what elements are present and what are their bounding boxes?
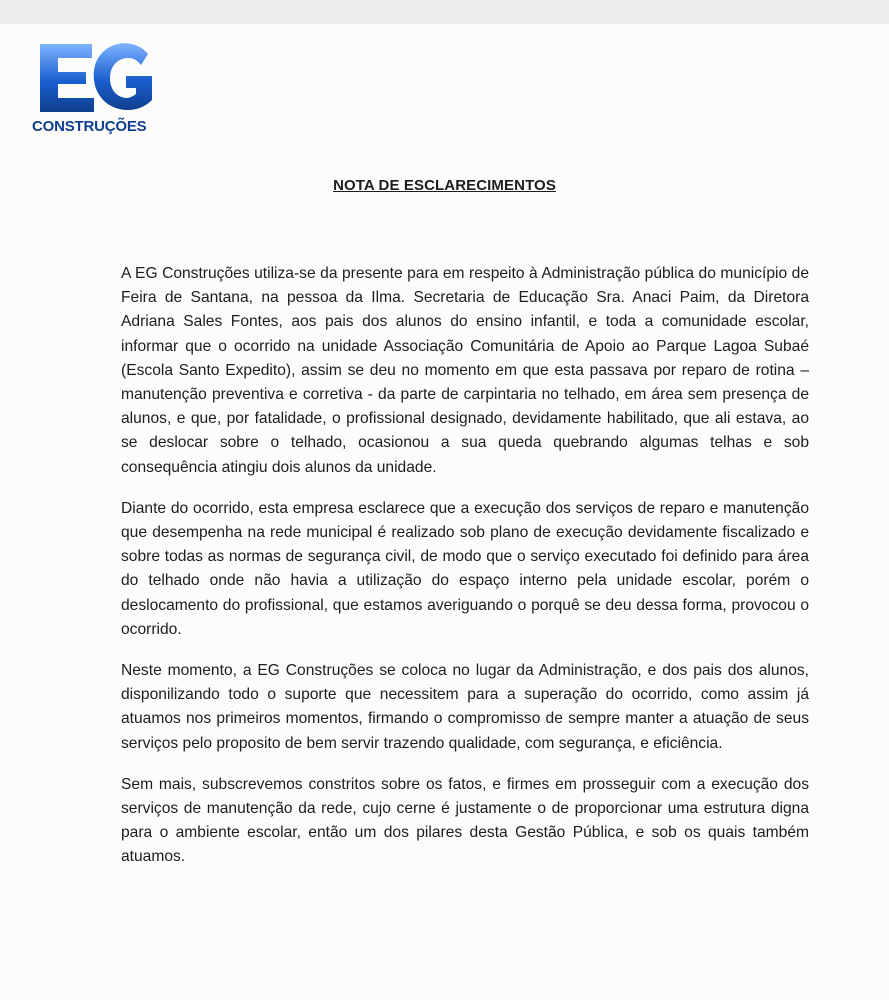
logo-company-name: CONSTRUÇÕES <box>32 118 147 135</box>
company-logo <box>30 36 160 144</box>
paragraph-3: Neste momento, a EG Construções se coloca no lugar da Administração, e dos pais dos alunos, disponilizando todo o suporte que necessitem para a superação do ocorrido, como assim já atuamos nos primeiros momentos, firmando o compromisso de sempre manter a atuação de seus serviços pelo proposito de bem servir trazendo qualidade, com segurança, e eficiência. <box>121 662 809 752</box>
document-title: NOTA DE ESCLARECIMENTOS <box>333 177 556 194</box>
paragraph-1: A EG Construções utiliza-se da presente para em respeito à Administração pública do município de Feira de Santana, na pessoa da Ilma. Secretaria de Educação Sra. Anaci Paim, da Diretora Adriana Sales Fontes, aos pais dos alunos do ensino infantil, e toda a comunidade escolar, informar que o ocorrido na unidade Associação Comunitária de Apoio ao Parque Lagoa Subaé (Escola Santo Expedito), assim se deu no momento em que esta passava por reparo de rotina – manutenção preventiva e corretiva - da parte de carpintaria no telhado, em área sem presença de alunos, e que, por fatalidade, o profissional designado, devidamente habilitado, que ali estava, ao se deslocar sobre o telhado, ocasionou a sua queda quebrando algumas telhas e sob consequência atingiu dois alunos da unidade. <box>121 265 809 476</box>
top-bar <box>0 0 889 24</box>
eg-logo-mark-icon <box>30 36 160 118</box>
paragraph-2: Diante do ocorrido, esta empresa esclarece que a execução dos serviços de reparo e manutenção que desempenha na rede municipal é realizado sob plano de execução devidamente fiscalizado e sobre todas as normas de segurança civil, de modo que o serviço executado foi definido para área do telhado onde não havia a utilização do espaço interno pela unidade escolar, porém o deslocamento do profissional, que estamos averiguando o porquê se deu dessa forma, provocou o ocorrido. <box>121 499 809 638</box>
document-body <box>121 262 809 887</box>
paragraph-4: Sem mais, subscrevemos constritos sobre os fatos, e firmes em prosseguir com a execução dos serviços de manutenção da rede, cujo cerne é justamente o de proporcionar uma estrutura digna para o ambiente escolar, então um dos pilares desta Gestão Pública, e sob os quais também atuamos. <box>121 775 809 866</box>
